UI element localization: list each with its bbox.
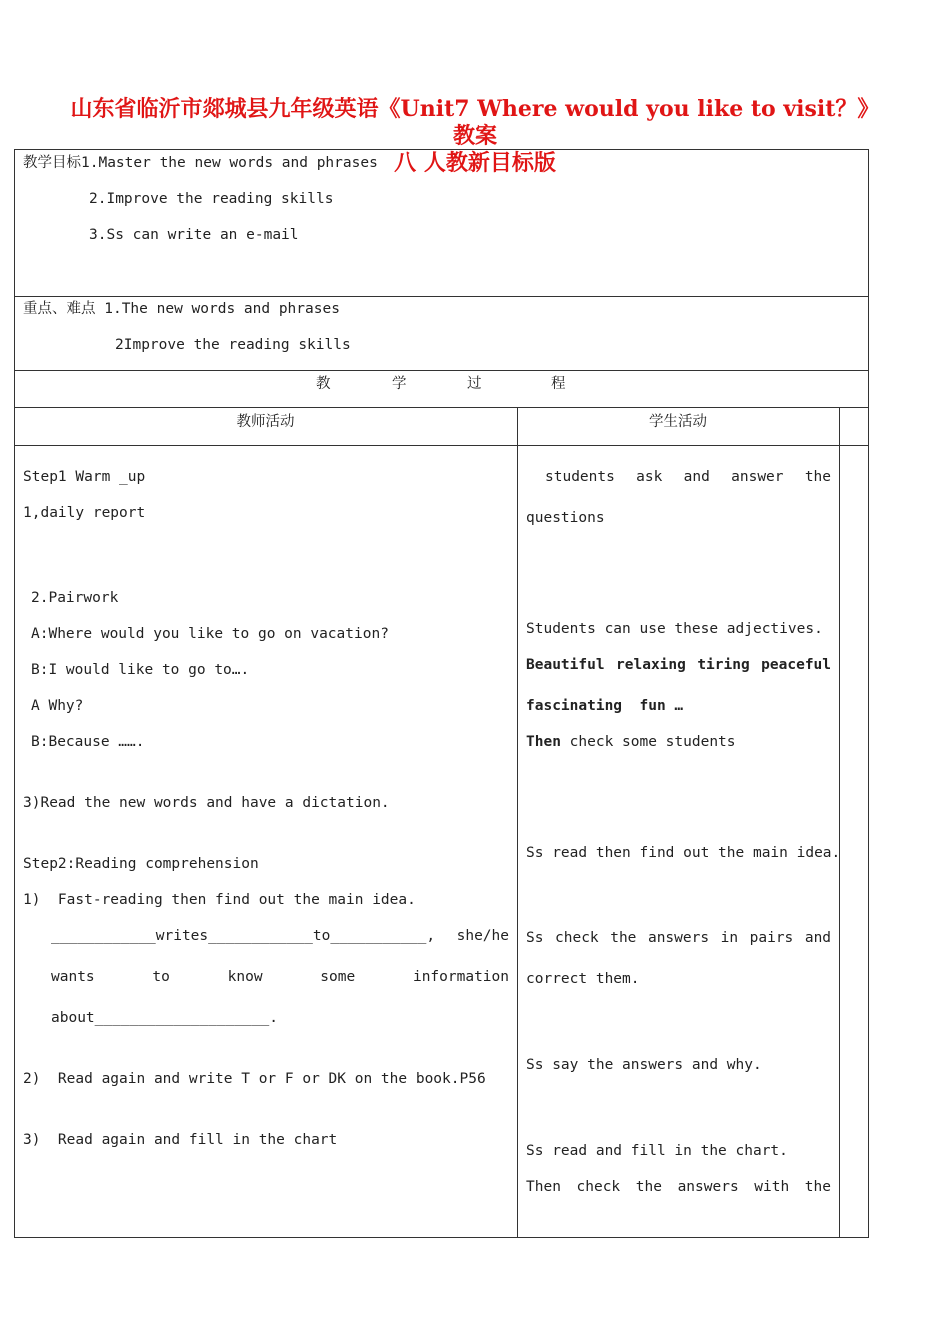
- key-points-label: 重点、难点: [23, 301, 96, 317]
- goals-item-3: 3.Ss can write an e-mail: [89, 227, 299, 243]
- student-check-pairs: Ss check the answers in pairs and: [526, 930, 832, 946]
- teacher-step2: Step2:Reading comprehension: [23, 856, 259, 872]
- process-header-box: [14, 370, 869, 408]
- column-divider-1: [517, 407, 518, 1238]
- goals-item-2: 2.Improve the reading skills: [89, 191, 334, 207]
- student-line-1: students ask and answer the: [545, 469, 832, 485]
- student-say-answers: Ss say the answers and why.: [526, 1057, 762, 1073]
- key-points-item-2: 2Improve the reading skills: [115, 337, 351, 353]
- student-adjectives-intro: Students can use these adjectives.: [526, 621, 823, 637]
- student-adjectives-2: fascinating fun …: [526, 698, 684, 714]
- teacher-blank-line-2: wants to know some information: [51, 969, 509, 985]
- title-line-2: 八 人教新目标版: [394, 150, 556, 176]
- teacher-read-new-words: 3)Read the new words and have a dictation.: [23, 795, 390, 811]
- student-correct: correct them.: [526, 971, 640, 987]
- teacher-read-tf: 2) Read again and write T or F or DK on the book.P56: [23, 1071, 486, 1087]
- process-header-char-1: 教: [316, 376, 331, 392]
- header-row-divider: [14, 445, 869, 446]
- teacher-blank-line-3: about____________________.: [51, 1010, 278, 1026]
- teacher-blank-line-1: ____________writes____________to___________, she/he: [51, 928, 509, 944]
- activities-table: [14, 407, 869, 1238]
- process-header-char-2: 学: [392, 376, 407, 392]
- teacher-fast-reading: 1) Fast-reading then find out the main idea.: [23, 892, 416, 908]
- column-divider-2: [839, 407, 840, 1238]
- teacher-pairwork: 2.Pairwork: [31, 590, 119, 606]
- student-main-idea: Ss read then find out the main idea.: [526, 845, 841, 861]
- student-adjectives-1: Beautiful relaxing tiring peaceful: [526, 657, 832, 673]
- teacher-dialog-why: A Why?: [31, 698, 84, 714]
- column-header-teacher: 教师活动: [236, 414, 295, 430]
- teacher-dialog-a: A:Where would you like to go on vacation?: [31, 626, 389, 642]
- teacher-step1: Step1 Warm _up: [23, 469, 146, 485]
- column-header-student: 学生活动: [649, 414, 707, 430]
- student-check: Then check some students: [526, 734, 736, 750]
- goals-item-1: 教学目标1.Master the new words and phrases: [23, 155, 378, 171]
- teacher-dialog-b: B:I would like to go to….: [31, 662, 250, 678]
- goals-label: 教学目标: [23, 155, 81, 171]
- teacher-read-chart: 3) Read again and fill in the chart: [23, 1132, 338, 1148]
- teacher-daily-report: 1,daily report: [23, 505, 146, 521]
- student-line-1b: questions: [526, 510, 605, 526]
- process-header-char-4: 程: [551, 376, 566, 392]
- student-check-answers: Then check the answers with the: [526, 1179, 831, 1195]
- teacher-dialog-because: B:Because …….: [31, 734, 145, 750]
- key-points-item-1: 重点、难点 1.The new words and phrases: [23, 301, 340, 317]
- title-line-1: 山东省临沂市郯城县九年级英语《Unit7 Where would you like to visit？》教案: [70, 96, 880, 149]
- student-fill-chart: Ss read and fill in the chart.: [526, 1143, 788, 1159]
- process-header-char-3: 过: [467, 376, 482, 392]
